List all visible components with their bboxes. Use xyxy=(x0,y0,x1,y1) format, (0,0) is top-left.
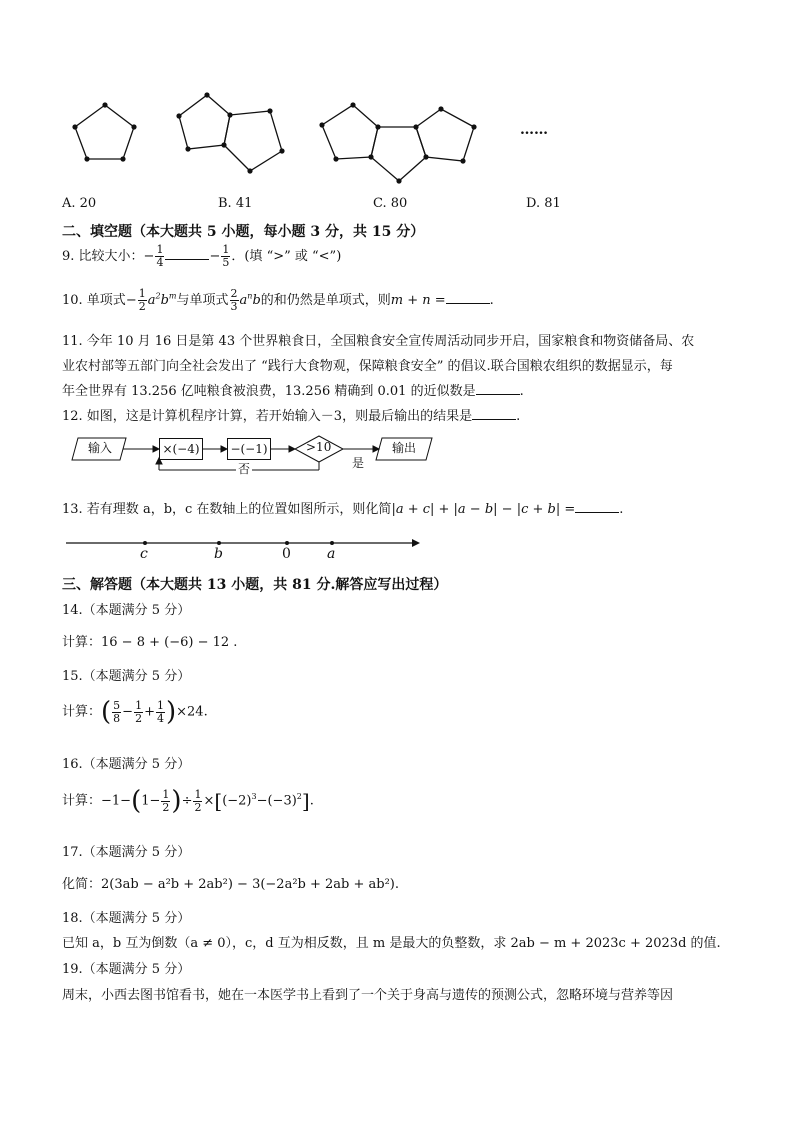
q12-text: 12. 如图，这是计算机程序计算，若开始输入－3，则最后输出的结果是 . xyxy=(62,409,521,424)
q10-suffix: 的和仍然是单项式，则 xyxy=(260,293,391,308)
flow-no: 否 xyxy=(238,462,251,476)
label-c: c xyxy=(140,546,148,562)
q11-line2: 业农村部等五部门向全社会发出了 “践行大食物观，保障粮食安全” 的倡议.联合国粮农组织的数据显示，每 xyxy=(62,359,673,374)
q17-head: 17.（本题满分 5 分） xyxy=(62,845,191,860)
q10-term1: $a^2b^m$ xyxy=(147,291,177,308)
ellipsis-text: …… xyxy=(520,122,548,138)
q11-line1: 11. 今年 10 月 16 日是第 43 个世界粮食日，全国粮食安全宣传周活动同步开启，国家粮食和物资储备局、农 xyxy=(62,334,695,349)
q14-head: 14.（本题满分 5 分） xyxy=(62,603,191,618)
pentagon-figures xyxy=(60,85,580,190)
flowchart xyxy=(70,432,440,476)
label-b: b xyxy=(214,546,223,562)
frac-1-4: $\frac{1}{4}$ xyxy=(156,243,164,269)
q12-text-content: 12. 如图，这是计算机程序计算，若开始输入－3，则最后输出的结果是 xyxy=(62,409,473,424)
flow-subtract: −(−1) xyxy=(227,438,271,460)
label-a: a xyxy=(327,546,336,562)
section3-title: 三、解答题（本大题共 13 小题，共 81 分.解答应写出过程） xyxy=(62,577,448,593)
flow-output: 输出 xyxy=(392,441,417,455)
q10-mid: 与单项式 xyxy=(176,293,229,308)
flow-yes: 是 xyxy=(352,456,365,470)
q9-prefix: 9. 比较大小： xyxy=(62,249,144,264)
q10-blank xyxy=(446,291,490,304)
question-10: 10. 单项式− $\frac{1}{2}$ $a^2b^m$与单项式 $\frac{2}{3}$ $a^nb$的和仍然是单项式，则m + n = . xyxy=(62,287,494,313)
q13-expr: |a + c| + |a − b| − |c + b| = xyxy=(391,502,576,517)
option-b: B. 41 xyxy=(218,196,253,211)
q15-prefix: 计算： xyxy=(62,704,102,720)
q11-line3-text: 年全世界有 13.256 亿吨粮食被浪费，13.256 精确到 0.01 的近似数是 xyxy=(62,384,476,399)
flow-multiply: ×(−4) xyxy=(159,438,203,460)
q9-blank xyxy=(165,247,209,260)
number-line-axis xyxy=(66,532,426,566)
q11-blank xyxy=(476,382,520,395)
q10-term2: $a^nb$ xyxy=(239,291,261,308)
frac-1-2: $\frac{1}{2}$ xyxy=(138,287,146,313)
q19-body: 周末，小西去图书馆看书，她在一本医学书上看到了一个关于身高与遗传的预测公式，忽略环境与营养等因 xyxy=(62,988,674,1003)
q15-body: 计算：( $\frac{5}{8}$ − $\frac{1}{2}$ + $\frac{1}{4}$ )×24. xyxy=(62,697,208,727)
flow-input: 输入 xyxy=(88,441,113,455)
number-line xyxy=(66,532,426,566)
q16-prefix: 计算： xyxy=(62,793,102,809)
frac-1-5: $\frac{1}{5}$ xyxy=(222,243,230,269)
q10-eq: m + n = xyxy=(390,293,446,308)
q14-body: 计算：16 − 8 + (−6) − 12 . xyxy=(62,635,238,650)
option-d: D. 81 xyxy=(526,196,561,211)
question-9: 9. 比较大小：− $\frac{1}{4}$ − $\frac{1}{5}$ ．(填 “>” 或 “<”) xyxy=(62,243,342,269)
q10-prefix: 10. 单项式 xyxy=(62,293,126,308)
frac-2-3: $\frac{2}{3}$ xyxy=(230,287,238,313)
label-zero: 0 xyxy=(282,546,291,562)
option-c: C. 80 xyxy=(373,196,408,211)
q13-blank xyxy=(575,500,619,513)
q11-line3: 年全世界有 13.256 亿吨粮食被浪费，13.256 精确到 0.01 的近似数是 . xyxy=(62,384,524,399)
q18-head: 18.（本题满分 5 分） xyxy=(62,911,191,926)
section2-title: 二、填空题（本大题共 5 小题，每小题 3 分，共 15 分） xyxy=(62,224,425,240)
q18-body: 已知 a，b 互为倒数（a ≠ 0），c，d 互为相反数，且 m 是最大的负整数，求 2ab − m + 2023c + 2023d 的值. xyxy=(62,936,721,951)
q9-hint: ．(填 “>” 或 “<”) xyxy=(231,249,342,264)
flow-condition: >10 xyxy=(306,440,332,454)
q19-head: 19.（本题满分 5 分） xyxy=(62,962,191,977)
q17-body: 化简：2(3ab − a²b + 2ab²) − 3(−2a²b + 2ab + ab²). xyxy=(62,877,400,892)
q15-head: 15.（本题满分 5 分） xyxy=(62,669,191,684)
q12-blank xyxy=(472,407,516,420)
q13-text: 13. 若有理数 a，b，c 在数轴上的位置如图所示，则化简 xyxy=(62,502,392,517)
q16-head: 16.（本题满分 5 分） xyxy=(62,757,191,772)
question-13: 13. 若有理数 a，b，c 在数轴上的位置如图所示，则化简|a + c| + |a − b| − |c + b| = . xyxy=(62,502,624,517)
option-a: A. 20 xyxy=(62,196,97,211)
q16-body: 计算：−1−(1− $\frac{1}{2}$ )÷ $\frac{1}{2}$ $\times[(-2)^3-(-3)^2]$. xyxy=(62,786,314,816)
